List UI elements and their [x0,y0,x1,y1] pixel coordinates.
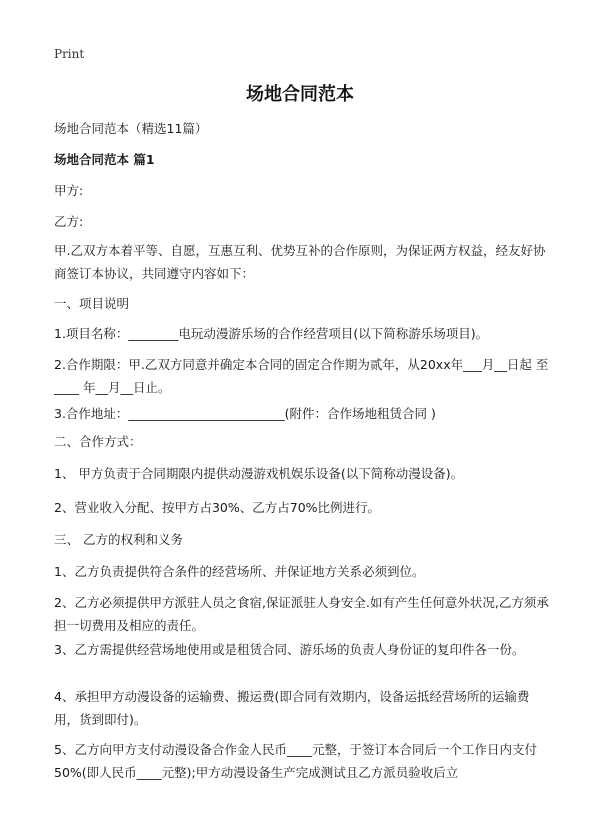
party-a-label: 甲方: [54,183,84,198]
clause-transport: 4、承担甲方动漫设备的运输费、搬运费(即合同有效期内，设备运抵经营场所的运输费用，货到即付)。 [54,689,530,727]
clause-term: 2.合作期限：甲.乙双方同意并确定本合同的固定合作期为贰年，从20xx年___月__日起 至____ 年__月__日止。 [54,357,549,395]
clause-venue: 1、乙方负责提供符合条件的经营场所、并保证地方关系必须到位。 [54,564,425,579]
print-link[interactable]: Print [54,47,85,61]
clause-project-name: 1.项目名称：________电玩动漫游乐场的合作经营项目(以下简称游乐场项目)。 [54,326,489,341]
clause-payment: 5、乙方向甲方支付动漫设备合作金人民币____元整，于签订本合同后一个工作日内支付 50%(即人民币____元整);甲方动漫设备生产完成测试且乙方派员验收后立 [54,742,537,780]
heading-cooperation: 二、合作方式： [54,434,142,449]
clause-equipment: 1、 甲方负责于合同期限内提供动漫游戏机娱乐设备(以下简称动漫设备)。 [54,466,464,481]
document-subtitle: 场地合同范本（精选11篇） [54,121,208,136]
clause-revenue: 2、营业收入分配、按甲方占30%、乙方占70%比例进行。 [54,500,381,515]
heading-rights: 三、 乙方的权利和义务 [54,532,183,547]
clause-contracts: 3、乙方需提供经营场地使用或是租赁合同、游乐场的负责人身份证的复印件各一份。 [54,642,525,657]
party-b-label: 乙方: [54,214,84,229]
clause-address: 3.合作地址：_________________________(附件：合作场地租赁合同 ) [54,406,436,421]
heading-project: 一、项目说明 [54,296,130,311]
section-heading: 场地合同范本 篇1 [54,152,155,167]
document-title: 场地合同范本 [246,84,354,105]
clause-lodging: 2、乙方必须提供甲方派驻人员之食宿,保证派驻人身安全.如有产生任何意外状况,乙方须承担一切费用及相应的责任。 [54,595,549,633]
intro-paragraph: 甲.乙双方本着平等、自愿，互惠互利、优势互补的合作原则，为保证两方权益，经友好协商签订本协议，共同遵守内容如下： [54,243,546,281]
